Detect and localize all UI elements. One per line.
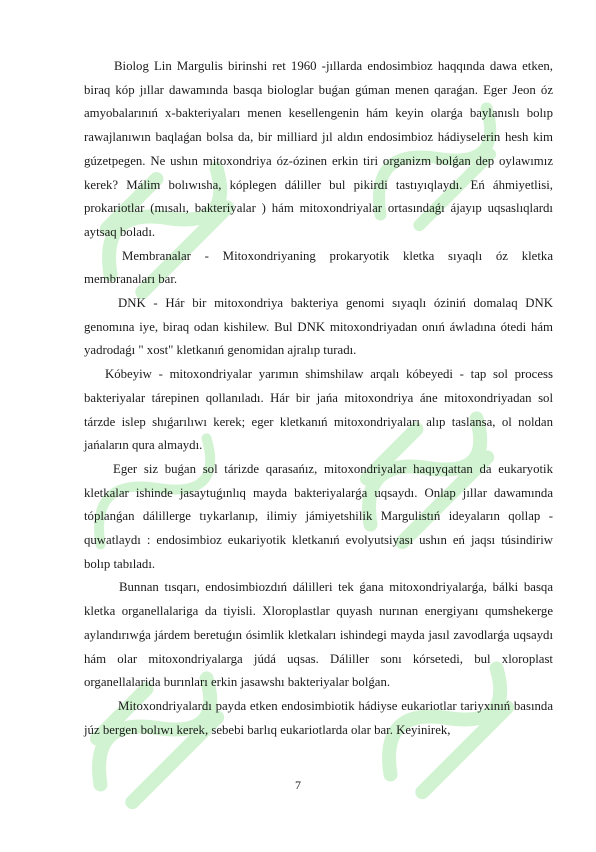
paragraph-eukaryotes: Mitoxondriyalardı payda etken endosimbiotik hádiyse eukariotlar tariyxınıń basında júz bergen bolıwı kerek, sebebi barlıq eukariotlarda olar bar. Keyinirek, [84, 698, 553, 737]
paragraph-chloroplasts: Bunnan tısqarı, endosimbiozdıń dálilleri tek ǵana mitoxondriyalarǵa, bálki basqa kletka organellalariga da tiyisli. Xloroplastlar quyash nurınan energiyanı qumshekerge aylandırıwǵa járdem beretuǵın ósimlik kletkaları ishindegi mayda jasıl zavodlarǵa uqsaydı hám olar mitoxondriyalarga júdá uqsas. Dáliller sonı kórsetedi, bul xloroplast organellalarida burınları erkin jasawshı bakteriyalar bolǵan. [84, 580, 553, 690]
paragraph-dna: DNK - Hár bir mitoxondriya bakteriya genomi sıyaqlı óziniń domalaq DNK genomına iye, biraq odan kishilew. Bul DNK mitoxondriyadan onıń áwladına ótedi hám yadrodaǵı " xost" kletkanıń genomidan ajralıp turadı. [84, 296, 553, 358]
paragraph-margulis: Biolog Lin Margulis birinshi ret 1960 -jıllarda endosimbioz haqqında dawa etken, biraq kóp jıllar dawamında basqa biologlar buǵan gúman menen qaraǵan. Eger Jeon óz amyobalarınıń x-bakteriyaları menen kesellengenin hám keyin olarǵa baylanıslı bolıp rawajlanıwın baqlaǵan bolsa da, bir milliard jıl aldın endosimbioz hádiyselerin hesh kim gúzetpegen. Ne ushın mitoxondriya óz-ózinen erkin tiri organizm bolǵan dep oylawımız kerek? Málim bolıwısha, kóplegen dáliller bul pikirdi tastıyıqlaydı. Eń áhmiyetlisi, prokariotlar (mısalı, bakteriyalar ) hám mitoxondriyalar ortasındaǵı ájayıp uqsaslıqlardı aytsaq boladı. [84, 59, 553, 239]
page-number: 7 [295, 778, 301, 792]
paragraph-reproduction: Kóbeyiw - mitoxondriyalar yarımın shimshilaw arqalı kóbeyedi - tap sol process bakteriyalar tárepinen qollanıladı. Hár bir jańa mitoxondriya áne mitoxondriyadan sol tárzde islep shıǵarılıwı kerek; eger kletkanıń mitoxondriyaları alıp taslansa, ol noldan jańaların qura almaydı. [84, 367, 553, 453]
paragraph-membranes: Membranalar - Mitoxondriyaning prokaryotik kletka sıyaqlı óz kletka membranaları bar. [84, 248, 553, 287]
paragraph-evidence: Eger siz buǵan sol tárizde qarasańız, mitoxondriyalar haqıyqattan da eukaryotik kletkalar ishinde jasaytuǵınlıq mayda bakteriyalarǵa uqsaydı. Onlap jıllar dawamında tóplanǵan dálillerge tıykarlanıp, ilimiy jámiyetshilik Margulistıń ideyaların qollap -quwatlaydı : endosimbioz eukariyotik kletkanıń evolyutsiyası ushın eń jaqsı túsindiriw bolıp tabıladı. [84, 461, 553, 571]
body-text [84, 55, 553, 742]
